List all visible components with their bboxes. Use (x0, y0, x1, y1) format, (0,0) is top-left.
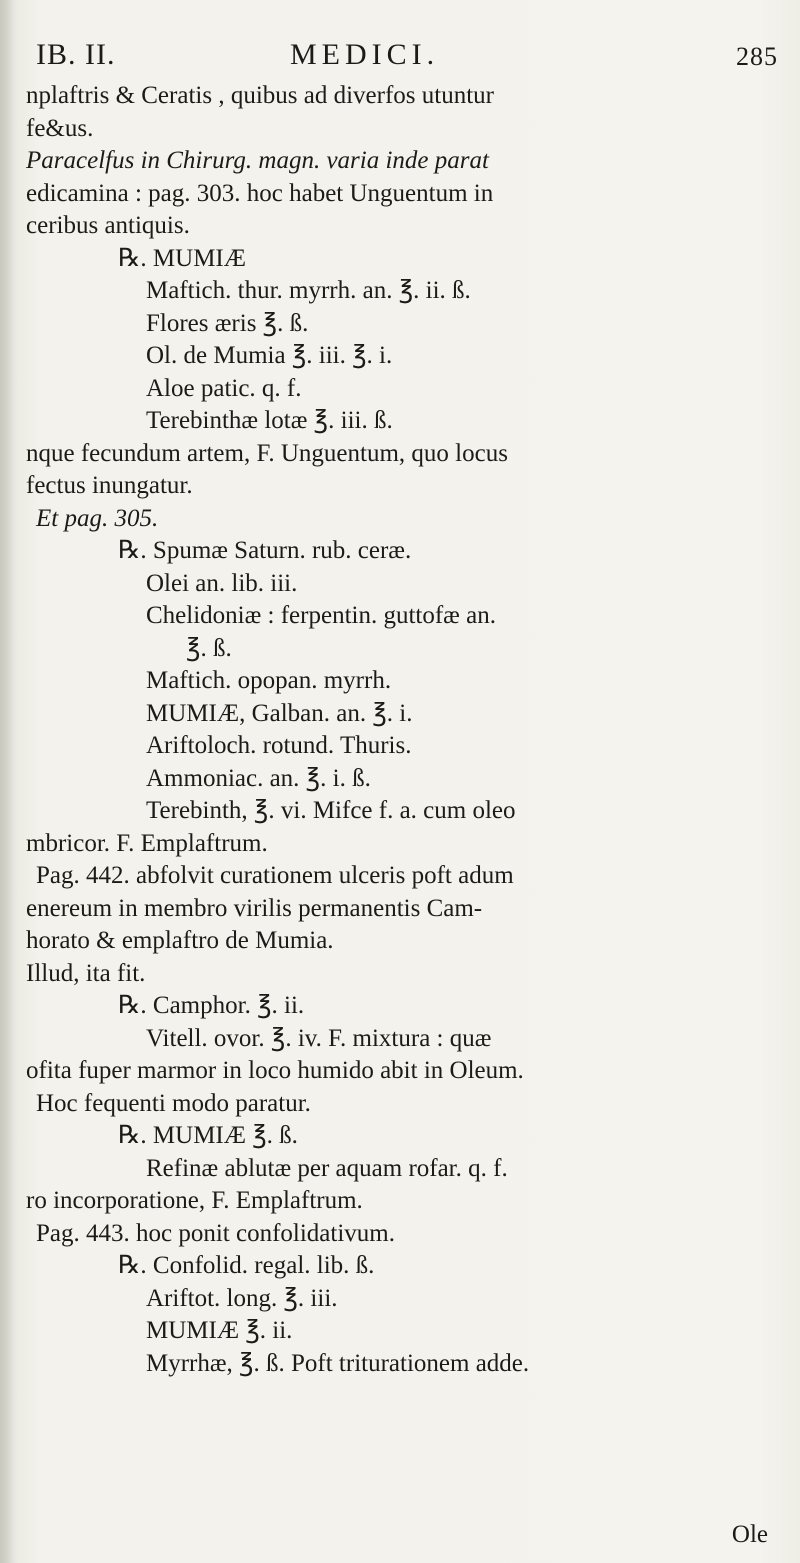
recipe-ingredient: Vitell. ovor. ℥. iv. F. mixtura : quæ (146, 1024, 492, 1052)
text-line: Et pag. 305. (36, 504, 159, 532)
page-number: 285 (736, 42, 778, 71)
page-gutter-shadow (0, 0, 14, 1563)
text-line: nque fecundum artem, F. Unguentum, quo locus (26, 439, 508, 467)
recipe-heading: ℞. Spumæ Saturn. rub. ceræ. (118, 537, 412, 564)
recipe-ingredient: Aloe patic. q. f. (146, 374, 302, 402)
recipe-ingredient: Terebinthæ lotæ ℥. iii. ß. (146, 407, 393, 434)
text-line: fectus inungatur. (26, 472, 193, 499)
recipe-ingredient: Myrrhæ, ℥. ß. Poft triturationem adde. (146, 1349, 530, 1377)
recipe-ingredient: Olei an. lib. iii. (146, 569, 298, 597)
text-line: ceribus antiquis. (26, 212, 190, 239)
recipe-heading: ℞. MUMIÆ ℥. ß. (118, 1122, 298, 1149)
text-line: ofita fuper marmor in loco humido abit in Oleum. (26, 1057, 524, 1084)
header-book-label: IB. II. (36, 38, 116, 71)
recipe-ingredient: Ammoniac. an. ℥. i. ß. (146, 764, 371, 792)
recipe-ingredient: Flores æris ℥. ß. (146, 309, 309, 337)
recipe-ingredient: Ariftoloch. rotund. Thuris. (146, 732, 412, 759)
header-title: MEDICI. (290, 38, 440, 71)
text-line: edicamina : pag. 303. hoc habet Unguentum in (26, 179, 494, 207)
recipe-ingredient: Maftich. thur. myrrh. an. ℥. ii. ß. (146, 277, 471, 304)
recipe-ingredient: ℥. ß. (186, 634, 232, 662)
text-line: fe&us. (26, 114, 94, 142)
recipe-ingredient: Chelidoniæ : ferpentin. guttofæ an. (146, 602, 496, 629)
recipe-heading: ℞. Confolid. regal. lib. ß. (118, 1252, 375, 1279)
recipe-heading: ℞. MUMIÆ (118, 244, 246, 272)
page-body (26, 80, 796, 1380)
text-line: enereum in membro virilis permanentis Cam- (26, 894, 483, 922)
text-line: ro incorporatione, F. Emplaftrum. (26, 1187, 363, 1214)
text-line: Hoc fequenti modo paratur. (36, 1089, 311, 1117)
recipe-ingredient: Ariftot. long. ℥. iii. (146, 1284, 338, 1312)
recipe-ingredient: Terebinth, ℥. vi. Mifce f. a. cum oleo (146, 797, 516, 824)
recipe-ingredient: Ol. de Mumia ℥. iii. ℥. i. (146, 342, 393, 369)
recipe-heading: ℞. Camphor. ℥. ii. (118, 992, 305, 1019)
text-line: nplaftris & Ceratis , quibus ad diverfos utuntur (26, 82, 494, 109)
running-header (36, 38, 778, 78)
text-line: Pag. 443. hoc ponit confolidativum. (36, 1219, 395, 1247)
text-line: Pag. 442. abfolvit curationem ulceris poft adum (36, 862, 514, 889)
recipe-ingredient: Maftich. opopan. myrrh. (146, 667, 392, 694)
text-line: Paracelfus in Chirurg. magn. varia inde parat (26, 147, 489, 174)
recipe-ingredient: Refinæ ablutæ per aquam rofar. q. f. (146, 1154, 508, 1182)
text-line: Illud, ita fit. (26, 959, 146, 987)
recipe-ingredient: MUMIÆ, Galban. an. ℥. i. (146, 699, 413, 727)
catchword: Ole (731, 1521, 768, 1548)
recipe-ingredient: MUMIÆ ℥. ii. (146, 1317, 293, 1344)
text-line: mbricor. F. Emplaftrum. (26, 829, 268, 857)
text-line: horato & emplaftro de Mumia. (26, 927, 334, 954)
